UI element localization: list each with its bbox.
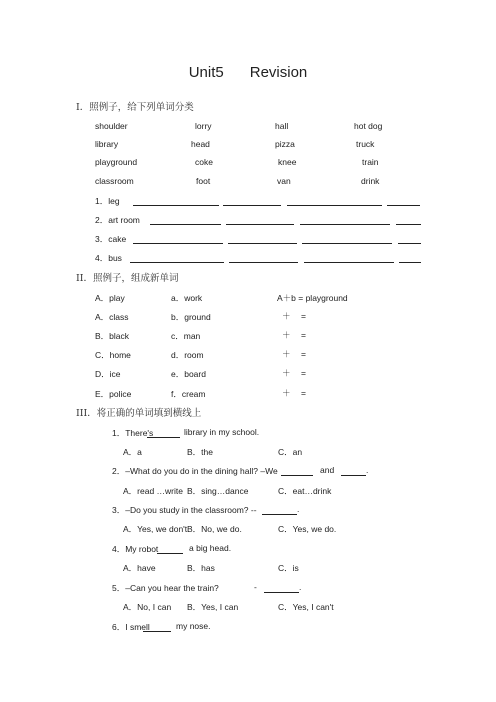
word-cell: lorry (195, 121, 212, 131)
question-stem: 2．–What do you do in the dining hall? –We (112, 466, 278, 476)
option-c[interactable]: C．is (278, 563, 299, 573)
option-c[interactable]: C．Yes, I can't (278, 602, 334, 612)
example-answer: A＋b = playground (277, 293, 348, 303)
option-b[interactable]: B．the (187, 447, 213, 457)
answer-blank[interactable] (387, 205, 420, 206)
section3-heading: III．将正确的单词填到横线上 (76, 408, 202, 419)
word-cell: train (362, 157, 379, 167)
answer-blank[interactable] (398, 243, 421, 244)
word-part-left: D．ice (95, 369, 121, 379)
word-cell: playground (95, 157, 138, 167)
word-cell: classroom (95, 176, 134, 186)
question-stem: 1．There's (112, 428, 154, 438)
word-cell: hot dog (354, 121, 383, 131)
answer-blank[interactable] (133, 243, 223, 244)
option-a[interactable]: A．read …write (123, 486, 183, 496)
answer-blank[interactable] (150, 224, 221, 225)
word-part-left: C．home (95, 350, 131, 360)
word-part-right: e．board (171, 369, 206, 379)
word-cell: head (191, 139, 210, 149)
option-b[interactable]: B．No, we do. (187, 524, 242, 534)
question-stem: - (254, 582, 257, 592)
example-label: 4．bus (95, 253, 122, 263)
word-cell: hall (275, 121, 289, 131)
word-part-right: a．work (171, 293, 203, 303)
answer-blank[interactable] (304, 262, 394, 263)
word-part-right: d．room (171, 350, 204, 360)
equals-sign: = (301, 330, 306, 340)
plus-sign: ＋ (282, 349, 291, 359)
question-stem: 3．–Do you study in the classroom? -- (112, 505, 257, 515)
answer-blank[interactable] (226, 224, 294, 225)
option-c[interactable]: C．eat…drink (278, 486, 332, 496)
word-cell: truck (356, 139, 375, 149)
example-label: 3．cake (95, 234, 127, 244)
word-part-left: A．class (95, 312, 129, 322)
word-part-left: B．black (95, 331, 130, 341)
section2-heading: II．照例子，组成新单词 (76, 273, 179, 284)
answer-blank[interactable] (262, 514, 297, 515)
word-cell: library (95, 139, 119, 149)
answer-blank[interactable] (130, 262, 224, 263)
answer-blank[interactable] (302, 243, 392, 244)
plus-sign: ＋ (282, 330, 291, 340)
equals-sign: = (301, 311, 306, 321)
answer-blank[interactable] (287, 205, 382, 206)
answer-blank[interactable] (300, 224, 390, 225)
answer-blank[interactable] (228, 243, 297, 244)
title-revision: Revision (249, 64, 308, 81)
option-a[interactable]: A．have (123, 563, 156, 573)
question-stem: 6．I smell (112, 622, 150, 632)
option-c[interactable]: C．an (278, 447, 303, 457)
option-c[interactable]: C．Yes, we do. (278, 524, 337, 534)
plus-sign: ＋ (282, 311, 291, 321)
answer-blank[interactable] (341, 475, 366, 476)
question-stem: library in my school. (184, 427, 260, 437)
question-stem: 5．–Can you hear the train? (112, 583, 219, 593)
word-cell: foot (196, 176, 211, 186)
word-cell: coke (195, 157, 213, 167)
word-part-right: b．ground (171, 312, 211, 322)
answer-blank[interactable] (147, 437, 180, 438)
plus-sign: ＋ (282, 368, 291, 378)
answer-blank[interactable] (157, 553, 183, 554)
answer-blank[interactable] (143, 631, 171, 632)
option-a[interactable]: A．a (123, 447, 142, 457)
page-title (0, 64, 496, 81)
answer-blank[interactable] (223, 205, 281, 206)
example-label: 1．leg (95, 196, 120, 206)
option-b[interactable]: B．has (187, 563, 215, 573)
word-cell: knee (278, 157, 297, 167)
question-stem: . (366, 465, 369, 475)
option-b[interactable]: B．Yes, I can (187, 602, 239, 612)
equals-sign: = (301, 349, 306, 359)
word-cell: pizza (275, 139, 295, 149)
word-cell: van (277, 176, 291, 186)
equals-sign: = (301, 368, 306, 378)
plus-sign: ＋ (282, 388, 291, 398)
option-a[interactable]: A．Yes, we don't. (123, 524, 190, 534)
answer-blank[interactable] (396, 224, 421, 225)
section1-heading: I．照例子，给下列单词分类 (76, 102, 194, 113)
answer-blank[interactable] (264, 592, 299, 593)
question-stem: a big head. (189, 543, 232, 553)
question-stem: my nose. (176, 621, 211, 631)
title-unit: Unit5 (188, 64, 224, 81)
equals-sign: = (301, 388, 306, 398)
word-cell: drink (361, 176, 380, 186)
answer-blank[interactable] (281, 475, 313, 476)
answer-blank[interactable] (229, 262, 298, 263)
option-a[interactable]: A．No, I can (123, 602, 172, 612)
word-part-left: E．police (95, 389, 132, 399)
word-part-left: A．play (95, 293, 125, 303)
question-stem: 4．My robot (112, 544, 159, 554)
question-stem: and (320, 465, 335, 475)
answer-blank[interactable] (399, 262, 421, 263)
word-part-right: f．cream (171, 389, 206, 399)
option-b[interactable]: B．sing…dance (187, 486, 249, 496)
answer-blank[interactable] (133, 205, 219, 206)
question-stem: . (297, 504, 300, 514)
question-stem: . (299, 582, 302, 592)
word-cell: shoulder (95, 121, 128, 131)
example-label: 2．art room (95, 215, 140, 225)
word-part-right: c．man (171, 331, 201, 341)
